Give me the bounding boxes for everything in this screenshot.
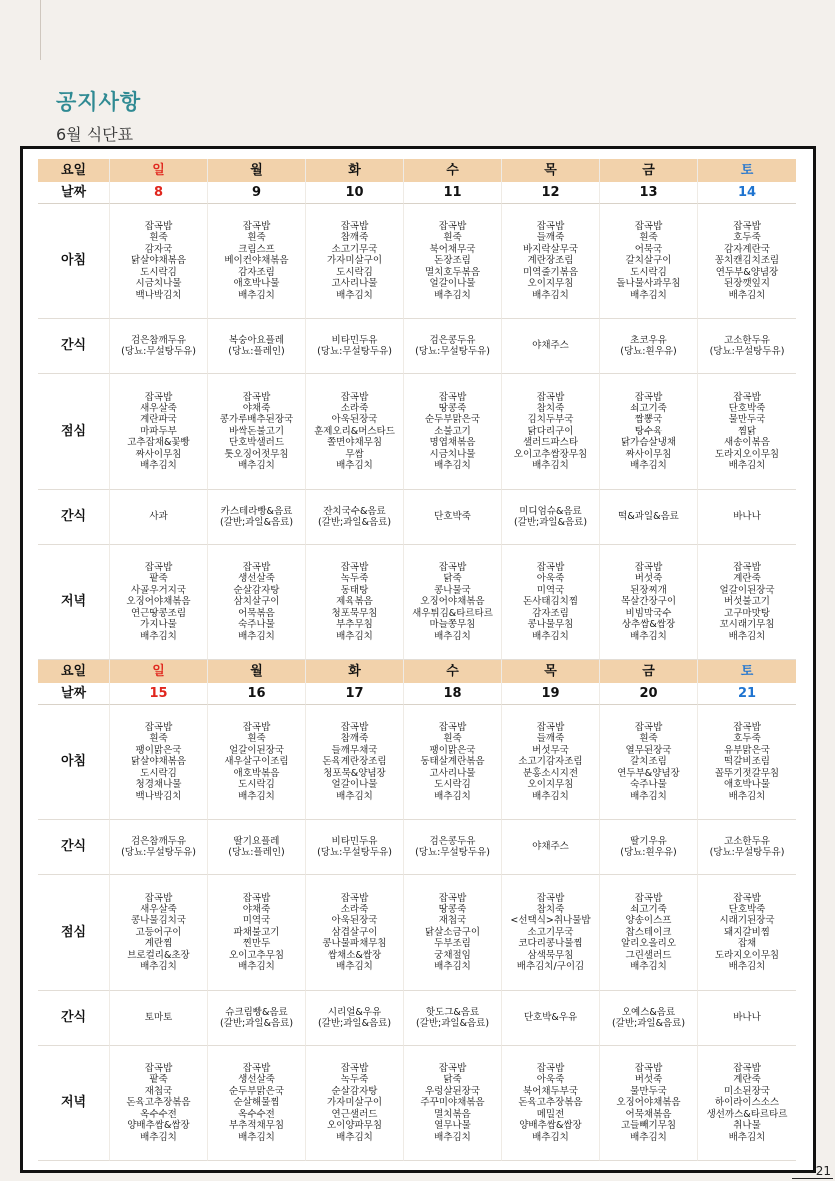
date-row-label: 날짜 (38, 683, 110, 705)
menu-cell: 잡곡밥 호두죽 유부맑은국 떡갈비조림 꼴뚜기젓갈무침 애호박나물 배추김치 (698, 705, 796, 820)
menu-cell: 잡곡밥 흰죽 열무된장국 갈치조림 연두부&양념장 숙주나물 배추김치 (600, 705, 698, 820)
meal-label: 점심 (38, 374, 110, 490)
meal-label: 간식 (38, 490, 110, 545)
menu-cell: 잡곡밥 호두죽 감자계란국 꽁치캔김치조림 연두부&양념장 된장깻잎지 배추김치 (698, 204, 796, 319)
menu-cell: 단호박&우유 (502, 991, 600, 1046)
weekday-header-6: 토 (698, 660, 796, 683)
menu-cell: 잡곡밥 야채죽 미역국 파채불고기 찐만두 오이고추무침 배추김치 (208, 875, 306, 991)
meal-label: 아침 (38, 705, 110, 820)
menu-cell: 잡곡밥 닭죽 콩나물국 오징어야채볶음 새우튀김&타르타르 마늘쫑무침 배추김치 (404, 545, 502, 660)
meal-label: 저녁 (38, 545, 110, 660)
menu-cell: 검은참깨두유 (당뇨:무설탕두유) (110, 319, 208, 374)
weekday-header-label: 요일 (38, 660, 110, 683)
menu-cell: 검은콩두유 (당뇨:무설탕두유) (404, 820, 502, 875)
menu-cell: 검은콩두유 (당뇨:무설탕두유) (404, 319, 502, 374)
meal-label: 간식 (38, 991, 110, 1046)
weekday-header-3: 수 (404, 660, 502, 683)
menu-cell: 비타민두유 (당뇨:무설탕두유) (306, 820, 404, 875)
menu-cell: 시리얼&우유 (갈반;과일&음료) (306, 991, 404, 1046)
menu-cell: 잡곡밥 생선살죽 순살감자탕 삼치살구이 어묵볶음 숙주나물 배추김치 (208, 545, 306, 660)
meal-label: 간식 (38, 319, 110, 374)
menu-cell: 잡곡밥 팥죽 재첩국 돈육고추장볶음 옥수수전 양배추쌈&쌈장 배추김치 (110, 1046, 208, 1161)
date-cell: 11 (404, 182, 502, 204)
menu-cell: 잔치국수&음료 (갈반;과일&음료) (306, 490, 404, 545)
menu-cell: 고소한두유 (당뇨:무설탕두유) (698, 820, 796, 875)
date-row-label: 날짜 (38, 182, 110, 204)
decorative-line (40, 0, 41, 60)
meal-label: 아침 (38, 204, 110, 319)
weekday-header-1: 월 (208, 159, 306, 182)
menu-cell: 잡곡밥 흰죽 팽이맑은국 닭살야채볶음 도시락김 청경채나물 백나박김치 (110, 705, 208, 820)
menu-cell: 잡곡밥 흰죽 북어채무국 돈장조림 멸치호두볶음 얼갈이나물 배추김치 (404, 204, 502, 319)
menu-cell: 초코우유 (당뇨:흰우유) (600, 319, 698, 374)
menu-cell: 야채주스 (502, 820, 600, 875)
weekday-header-1: 월 (208, 660, 306, 683)
date-cell: 18 (404, 683, 502, 705)
date-cell: 20 (600, 683, 698, 705)
menu-cell: 고소한두유 (당뇨:무설탕두유) (698, 319, 796, 374)
weekday-header-4: 목 (502, 660, 600, 683)
menu-cell: 야채주스 (502, 319, 600, 374)
meal-label: 저녁 (38, 1046, 110, 1161)
menu-cell: 잡곡밥 녹두죽 순살감자탕 가자미살구이 연근샐러드 오이양파무침 배추김치 (306, 1046, 404, 1161)
menu-cell: 토마토 (110, 991, 208, 1046)
weekday-header-4: 목 (502, 159, 600, 182)
page-number: 21 (815, 1164, 831, 1178)
date-cell: 10 (306, 182, 404, 204)
menu-frame (20, 146, 816, 1173)
date-cell: 17 (306, 683, 404, 705)
weekday-header-0: 일 (110, 660, 208, 683)
page-title: 공지사항 (56, 90, 142, 114)
menu-cell: 잡곡밥 버섯죽 물만두국 오징어야채볶음 어묵채볶음 고들빼기무침 배추김치 (600, 1046, 698, 1161)
menu-cell: 잡곡밥 쇠고기죽 짬뽕국 탕수육 닭가슴살냉채 짜사이무침 배추김치 (600, 374, 698, 490)
menu-cell: 잡곡밥 아욱죽 미역국 돈사태김치찜 감자조림 콩나물무침 배추김치 (502, 545, 600, 660)
menu-cell: 잡곡밥 참치죽 <선택식>취나물밥 소고기무국 코다리콩나물찜 삼색묵무침 배추김치/구이김 (502, 875, 600, 991)
menu-cell: 오예스&음료 (갈반;과일&음료) (600, 991, 698, 1046)
page-heading (56, 86, 141, 145)
weekday-header-5: 금 (600, 660, 698, 683)
weekday-header-2: 화 (306, 660, 404, 683)
menu-cell: 딸기요플레 (당뇨:플레인) (208, 820, 306, 875)
menu-cell: 검은참깨두유 (당뇨:무설탕두유) (110, 820, 208, 875)
menu-cell: 잡곡밥 야채죽 콩가루배추된장국 바싹돈불고기 단호박샐러드 톳오징어젓무침 배추김치 (208, 374, 306, 490)
menu-cell: 잡곡밥 참깨죽 들깨무채국 돈육계란장조림 청포묵&양념장 얼갈이나물 배추김치 (306, 705, 404, 820)
menu-cell: 잡곡밥 단호박죽 시래기된장국 돼지갈비찜 잡채 도라지오이무침 배추김치 (698, 875, 796, 991)
date-cell: 13 (600, 182, 698, 204)
menu-cell: 잡곡밥 생선살죽 순두부맑은국 순살해물찜 옥수수전 부추적채무침 배추김치 (208, 1046, 306, 1161)
menu-cell: 잡곡밥 들깨죽 버섯무국 소고기감자조림 분홍소시지전 오이지무침 배추김치 (502, 705, 600, 820)
menu-cell: 잡곡밥 아욱죽 북어채두부국 돈육고추장볶음 메밀전 양배추쌈&쌈장 배추김치 (502, 1046, 600, 1161)
menu-table (38, 159, 796, 1161)
menu-cell: 슈크림빵&음료 (갈반;과일&음료) (208, 991, 306, 1046)
date-cell: 12 (502, 182, 600, 204)
menu-cell: 잡곡밥 버섯죽 된장찌개 목살간장구이 비빔막국수 상추쌈&쌈장 배추김치 (600, 545, 698, 660)
menu-cell: 떡&과일&음료 (600, 490, 698, 545)
menu-cell: 잡곡밥 땅콩죽 재첩국 닭살소금구이 두부조림 궁채절임 배추김치 (404, 875, 502, 991)
date-cell: 19 (502, 683, 600, 705)
meal-label: 점심 (38, 875, 110, 991)
menu-cell: 바나나 (698, 490, 796, 545)
menu-cell: 핫도그&음료 (갈반;과일&음료) (404, 991, 502, 1046)
menu-cell: 잡곡밥 쇠고기죽 양송이스프 찹스테이크 알리오올리오 그린샐러드 배추김치 (600, 875, 698, 991)
date-cell: 8 (110, 182, 208, 204)
menu-cell: 잡곡밥 흰죽 팽이맑은국 동태살계란볶음 고사리나물 도시락김 배추김치 (404, 705, 502, 820)
menu-cell: 잡곡밥 녹두죽 동태탕 제육볶음 청포묵무침 부추무침 배추김치 (306, 545, 404, 660)
menu-cell: 딸기우유 (당뇨:흰우유) (600, 820, 698, 875)
menu-cell: 바나나 (698, 991, 796, 1046)
menu-cell: 잡곡밥 땅콩죽 순두부맑은국 소불고기 명엽채볶음 시금치나물 배추김치 (404, 374, 502, 490)
weekday-header-5: 금 (600, 159, 698, 182)
date-cell: 9 (208, 182, 306, 204)
meal-label: 간식 (38, 820, 110, 875)
menu-cell: 잡곡밥 들깨죽 바지락살무국 계란장조림 미역줄기볶음 오이지무침 배추김치 (502, 204, 600, 319)
menu-cell: 사과 (110, 490, 208, 545)
menu-cell: 비타민두유 (당뇨:무설탕두유) (306, 319, 404, 374)
menu-cell: 단호박죽 (404, 490, 502, 545)
weekday-header-2: 화 (306, 159, 404, 182)
menu-cell: 미디엄슈&음료 (갈반;과일&음료) (502, 490, 600, 545)
menu-cell: 잡곡밥 새우살죽 콩나물김치국 고등어구이 계란찜 브로컬리&초장 배추김치 (110, 875, 208, 991)
menu-cell: 잡곡밥 소라죽 아욱된장국 삼겹살구이 콩나물파채무침 쌈채소&쌈장 배추김치 (306, 875, 404, 991)
date-cell: 16 (208, 683, 306, 705)
menu-cell: 잡곡밥 흰죽 얼갈이된장국 새우살구이조림 애호박볶음 도시락김 배추김치 (208, 705, 306, 820)
menu-cell: 잡곡밥 새우살죽 계란파국 마파두부 고추잡채&꽃빵 짜사이무침 배추김치 (110, 374, 208, 490)
weekday-header-3: 수 (404, 159, 502, 182)
weekday-header-label: 요일 (38, 159, 110, 182)
menu-cell: 잡곡밥 참치죽 김치두부국 닭다리구이 샐러드파스타 오이고추쌈장무침 배추김치 (502, 374, 600, 490)
date-cell: 21 (698, 683, 796, 705)
menu-cell: 잡곡밥 흰죽 어묵국 갈치살구이 도시락김 돌나물사과무침 배추김치 (600, 204, 698, 319)
date-cell: 14 (698, 182, 796, 204)
menu-cell: 잡곡밥 계란죽 얼갈이된장국 버섯불고기 고구마맛탕 꼬시래기무침 배추김치 (698, 545, 796, 660)
weekday-header-0: 일 (110, 159, 208, 182)
weekday-header-6: 토 (698, 159, 796, 182)
menu-cell: 잡곡밥 계란죽 미소된장국 하이라이스소스 생선까스&타르타르 취나물 배추김치 (698, 1046, 796, 1161)
menu-cell: 잡곡밥 흰죽 감자국 닭살야채볶음 도시락김 시금치나물 백나박김치 (110, 204, 208, 319)
menu-cell: 복숭아요플레 (당뇨:플레인) (208, 319, 306, 374)
menu-cell: 카스테라빵&음료 (갈반;과일&음료) (208, 490, 306, 545)
menu-cell: 잡곡밥 단호박죽 물만두국 찜닭 새송이볶음 도라지오이무침 배추김치 (698, 374, 796, 490)
date-cell: 15 (110, 683, 208, 705)
page-subtitle: 6월 식단표 (56, 125, 134, 144)
menu-cell: 잡곡밥 팥죽 사골우거지국 오징어야채볶음 연근땅콩조림 가지나물 배추김치 (110, 545, 208, 660)
menu-cell: 잡곡밥 닭죽 우렁살된장국 주꾸미야채볶음 멸치볶음 열무나물 배추김치 (404, 1046, 502, 1161)
menu-cell: 잡곡밥 흰죽 크림스프 베이컨야채볶음 감자조림 애호박나물 배추김치 (208, 204, 306, 319)
menu-cell: 잡곡밥 소라죽 아욱된장국 훈제오리&머스타드 쫄면야채무침 무쌈 배추김치 (306, 374, 404, 490)
menu-cell: 잡곡밥 참깨죽 소고기무국 가자미살구이 도시락김 고사리나물 배추김치 (306, 204, 404, 319)
